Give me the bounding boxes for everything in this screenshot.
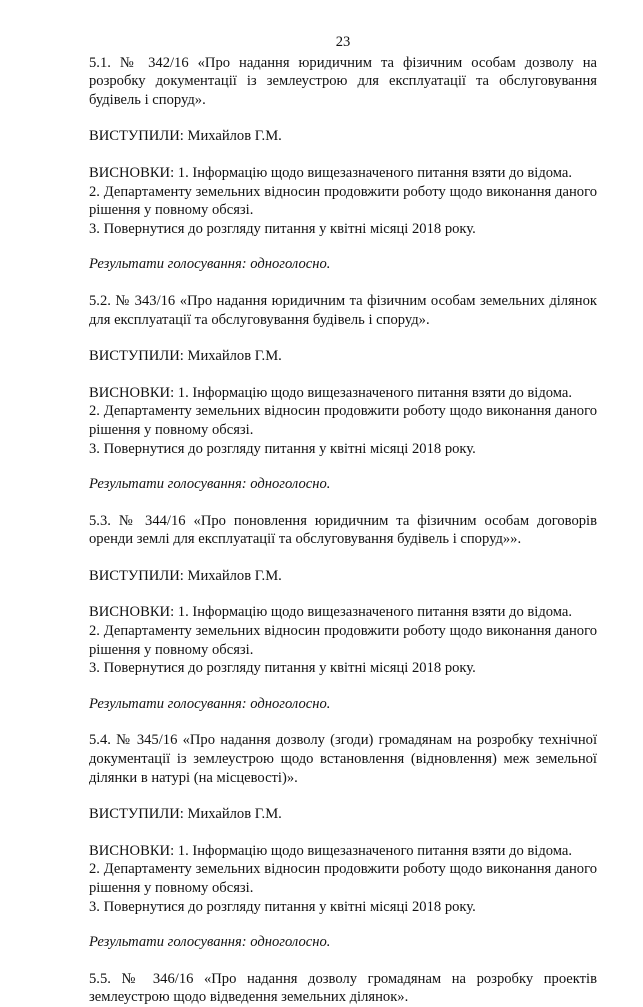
item-conclusions <box>89 603 597 677</box>
item-speakers: ВИСТУПИЛИ: Михайлов Г.М. <box>89 348 282 365</box>
conclusion-1: ВИСНОВКИ: 1. Інформацію щодо вищезазначеного питання взяти до відома. <box>89 384 573 401</box>
conclusion-2: 2. Департаменту земельних відносин продовжити роботу щодо виконання даного рішення у повному обсязі. <box>89 861 597 896</box>
item-speakers: ВИСТУПИЛИ: Михайлов Г.М. <box>89 567 282 584</box>
conclusion-3: 3. Повернутися до розгляду питання у квітні місяці 2018 року. <box>89 440 476 457</box>
item-title: 5.5. № 346/16 «Про надання дозволу громадянам на розробку проектів землеустрою щодо відведення земельних ділянок». <box>89 970 597 1006</box>
agenda-item-5-1 <box>89 54 597 274</box>
item-conclusions <box>89 384 597 458</box>
vote-result: Результати голосування: одноголосно. <box>89 934 331 951</box>
item-speakers: ВИСТУПИЛИ: Михайлов Г.М. <box>89 806 282 823</box>
document-page <box>89 33 597 1007</box>
vote-result: Результати голосування: одноголосно. <box>89 256 331 273</box>
item-conclusions <box>89 164 597 238</box>
conclusion-1: ВИСНОВКИ: 1. Інформацію щодо вищезазначеного питання взяти до відома. <box>89 164 573 181</box>
conclusion-2: 2. Департаменту земельних відносин продовжити роботу щодо виконання даного рішення у повному обсязі. <box>89 183 597 219</box>
item-speakers: ВИСТУПИЛИ: Михайлов Г.М. <box>89 128 282 145</box>
conclusion-1: ВИСНОВКИ: 1. Інформацію щодо вищезазначеного питання взяти до відома. <box>89 842 573 859</box>
conclusion-2: 2. Департаменту земельних відносин продовжити роботу щодо виконання даного рішення у повному обсязі. <box>89 623 597 658</box>
agenda-item-5-3 <box>89 512 597 714</box>
conclusion-3: 3. Повернутися до розгляду питання у квітні місяці 2018 року. <box>89 220 476 237</box>
conclusion-3: 3. Повернутися до розгляду питання у квітні місяці 2018 року. <box>89 660 476 677</box>
item-title: 5.2. № 343/16 «Про надання юридичним та фізичним особам земельних ділянок для експлуатації та обслуговування будівель і споруд». <box>89 292 597 328</box>
vote-result: Результати голосування: одноголосно. <box>89 476 331 493</box>
item-title: 5.3. № 344/16 «Про поновлення юридичним та фізичним особам договорів оренди землі для експлуатації та обслуговування будівель і споруд»». <box>89 512 597 548</box>
agenda-item-5-4 <box>89 731 597 951</box>
page-number: 23 <box>335 34 351 50</box>
item-conclusions <box>89 842 597 916</box>
vote-result: Результати голосування: одноголосно. <box>89 695 331 712</box>
agenda-item-5-5 <box>89 970 597 1007</box>
item-title: 5.1. № 342/16 «Про надання юридичним та фізичним особам дозволу на розробку документації із землеустрою для експлуатації та обслуговування будівель і споруд». <box>89 54 597 108</box>
item-title: 5.4. № 345/16 «Про надання дозволу (згоди) громадянам на розробку технічної документації із землеустрою щодо встановлення (відновлення) меж земельної ділянки в натурі (на місцевості)». <box>89 732 597 786</box>
conclusion-1: ВИСНОВКИ: 1. Інформацію щодо вищезазначеного питання взяти до відома. <box>89 604 573 621</box>
agenda-item-5-2 <box>89 292 597 494</box>
conclusion-2: 2. Департаменту земельних відносин продовжити роботу щодо виконання даного рішення у повному обсязі. <box>89 403 597 438</box>
conclusion-3: 3. Повернутися до розгляду питання у квітні місяці 2018 року. <box>89 898 476 915</box>
